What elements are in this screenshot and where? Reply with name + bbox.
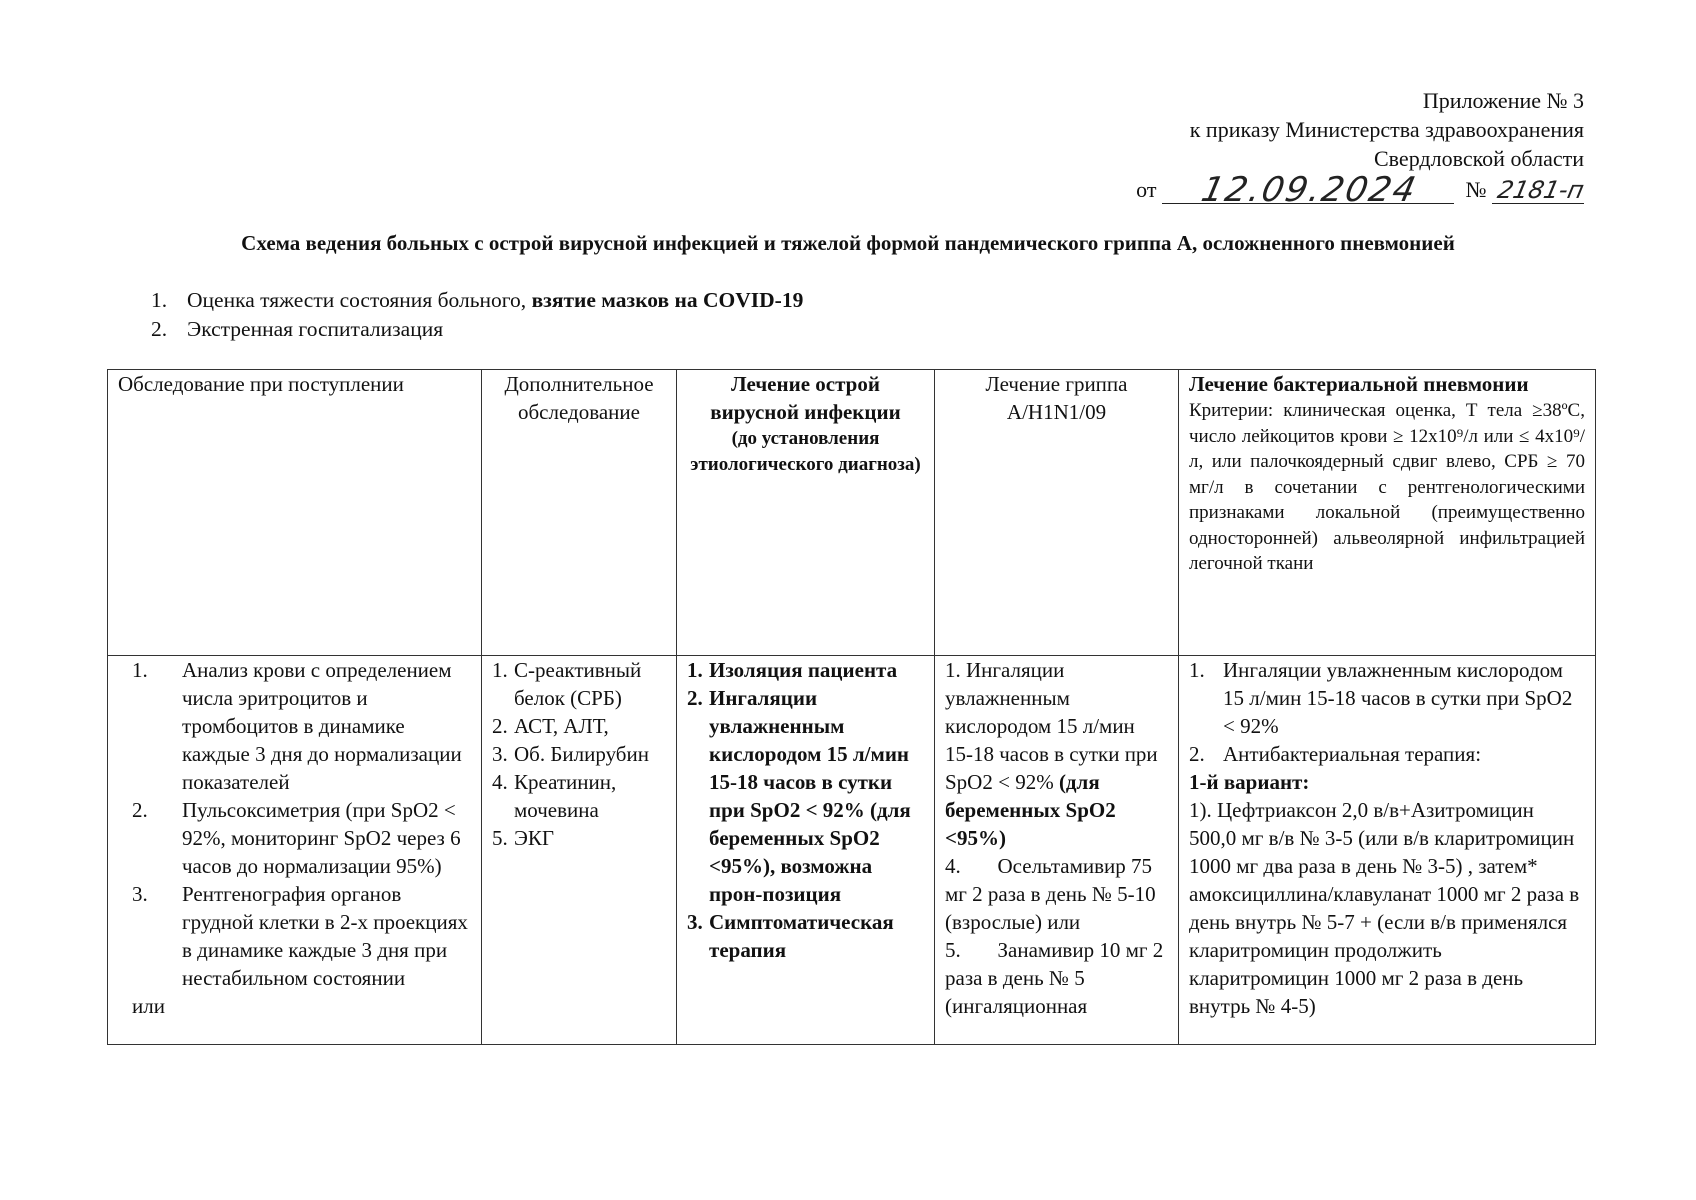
col-header-bacterial-pneumonia: Лечение бактериальной пневмонии Критерии: клиническая оценка, Т тела ≥38ºС, число лейкоцитов крови ≥ 12х10⁹/л или ≤ 4х10⁹/л, или палочкоядерный сдвиг влево, СРБ ≥ 70 мг/л в сочетании с рентгенологическими признаками локальной (преимущественно односторонней) альвеолярной инфильтрацией легочной ткани [1179, 370, 1596, 656]
acute-viral-treatment-cell [677, 656, 935, 1045]
variant-label: 1-й вариант: [1189, 770, 1310, 794]
appendix-header [1136, 86, 1587, 210]
appendix-number: Приложение № 3 [1422, 88, 1584, 113]
order-reference: к приказу Министерства здравоохранения [1189, 117, 1584, 142]
list-item: 4. Креатинин, мочевина [492, 770, 617, 822]
list-item: 2. АСТ, АЛТ, [492, 714, 609, 738]
step-item: 2. Экстренная госпитализация [151, 317, 444, 341]
list-item: 2. Ингаляции увлажненным кислородом 15 л/мин 15-18 часов в сутки при SpO2 < 92% (для беременных SpO2 <95%), возможна прон-позиция [687, 686, 911, 906]
bacterial-pneumonia-cell [1179, 656, 1596, 1045]
variant-text: 1). Цефтриаксон 2,0 в/в+Азитромицин 500,0 мг в/в № 3-5 (или в/в кларитромицин 1000 мг два раза в день № 3-5) , затем* амоксициллина/клавуланат 1000 мг 2 раза в день внутрь № 5-7 + (если в/в применялся кларитромицин продолжить кларитромицин 1000 мг 2 раза в день внутрь № 4-5) [1189, 798, 1580, 1018]
date-blank [1162, 170, 1454, 210]
table-body-row [108, 656, 1596, 1045]
list-item: 2. Антибактериальная терапия: [1189, 742, 1482, 766]
document-title: Схема ведения больных с острой вирусной инфекцией и тяжелой формой пандемического гриппа А, осложненного пневмонией [241, 231, 1455, 255]
flu-item-oseltamivir: 4. Осельтамивир 75 мг 2 раза в день № 5-10 (взрослые) или [945, 854, 1161, 934]
list-item: 5. ЭКГ [492, 826, 555, 850]
flu-item-inhalation: 1. Ингаляции увлажненным кислородом 15 л/мин 15-18 часов в сутки при SpO2 < 92% (для беременных SpO2 <95%) [945, 658, 1158, 850]
list-item: 1. Изоляция пациента [687, 658, 898, 682]
step-item: 1. Оценка тяжести состояния больного, взятие мазков на COVID-19 [151, 288, 804, 312]
col-header-acute-viral-treatment: Лечение острой вирусной инфекции (до установления этиологического диагноза) [677, 370, 935, 656]
treatment-table [107, 369, 1596, 1045]
table-header-row [108, 370, 1596, 656]
list-item: 3. Симптоматическая терапия [687, 910, 894, 962]
initial-steps-list [151, 286, 803, 344]
flu-item-zanamivir: 5. Занамивир 10 мг 2 раза в день № 5 (ингаляционная [945, 938, 1168, 1018]
list-item: 1. Анализ крови с определением числа эритроцитов и тромбоцитов в динамике каждые 3 дня до нормализации показателей [132, 658, 462, 794]
number-label: № [1465, 177, 1487, 202]
col-header-admission-exam: Обследование при поступлении [108, 370, 482, 656]
col-header-additional-exam: Дополнительное обследование [482, 370, 677, 656]
list-item: 1. С-реактивный белок (СРБ) [492, 658, 642, 710]
col-header-flu-treatment: Лечение гриппа A/H1N1/09 [935, 370, 1179, 656]
number-blank [1492, 176, 1587, 204]
admission-exam-cell [108, 656, 482, 1045]
list-item: 2. Пульсоксиметрия (при SpO2 < 92%, мониторинг SpO2 через 6 часов до нормализации 95%) [132, 798, 461, 878]
date-number-line [1136, 170, 1587, 210]
list-item: 3. Рентгенография органов грудной клетки в 2-х проекциях в динамике каждые 3 дня при нестабильном состоянии [132, 882, 468, 990]
region-name: Свердловской области [1374, 146, 1584, 171]
additional-exam-cell [482, 656, 677, 1045]
flu-treatment-cell [935, 656, 1179, 1045]
from-label: от [1136, 177, 1157, 202]
list-item: 1. Ингаляции увлажненным кислородом 15 л/мин 15-18 часов в сутки при SpO2 < 92% [1189, 658, 1573, 738]
list-item: 3. Об. Билирубин [492, 742, 649, 766]
list-item: или [132, 994, 165, 1018]
handwritten-number: 2181-п [1495, 176, 1587, 204]
handwritten-date: 12.09.2024 [1197, 170, 1422, 210]
